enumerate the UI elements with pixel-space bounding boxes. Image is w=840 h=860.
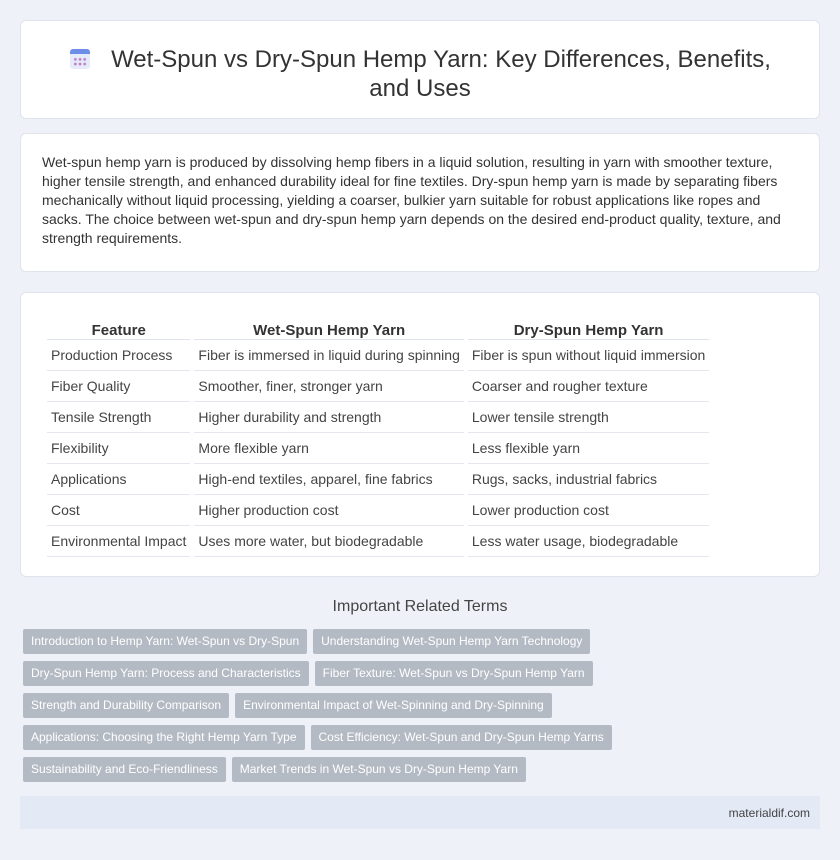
title-wrap (61, 45, 779, 103)
related-terms-tags (23, 629, 803, 789)
table-cell: Uses more water, but biodegradable (194, 526, 463, 557)
table-cell: Less flexible yarn (468, 433, 709, 464)
table-cell: Production Process (47, 340, 190, 371)
table-cell: Fiber is spun without liquid immersion (468, 340, 709, 371)
table-cell: Environmental Impact (47, 526, 190, 557)
comparison-card (20, 292, 820, 577)
header-wet-spun: Wet-Spun Hemp Yarn (194, 315, 463, 340)
table-cell: Lower tensile strength (468, 402, 709, 433)
title-card (20, 20, 820, 119)
related-term-tag[interactable]: Environmental Impact of Wet-Spinning and Dry-Spinning (235, 693, 552, 718)
table-cell: Flexibility (47, 433, 190, 464)
table-row (47, 433, 709, 464)
related-terms-title: Important Related Terms (332, 598, 508, 615)
related-term-tag[interactable]: Applications: Choosing the Right Hemp Yarn Type (23, 725, 305, 750)
page-title: Wet-Spun vs Dry-Spun Hemp Yarn: Key Differences, Benefits, and Uses (111, 46, 771, 102)
table-header-row (47, 315, 709, 340)
table-row (47, 526, 709, 557)
table-row (47, 464, 709, 495)
related-term-tag[interactable]: Dry-Spun Hemp Yarn: Process and Characteristics (23, 661, 309, 686)
footer (20, 796, 820, 829)
table-cell: Applications (47, 464, 190, 495)
table-cell: Tensile Strength (47, 402, 190, 433)
table-row (47, 371, 709, 402)
related-term-tag[interactable]: Cost Efficiency: Wet-Spun and Dry-Spun Hemp Yarns (311, 725, 612, 750)
calendar-icon (69, 47, 91, 69)
header-dry-spun: Dry-Spun Hemp Yarn (468, 315, 709, 340)
table-cell: Cost (47, 495, 190, 526)
table-cell: Fiber Quality (47, 371, 190, 402)
related-term-tag[interactable]: Market Trends in Wet-Spun vs Dry-Spun Hemp Yarn (232, 757, 526, 782)
table-row (47, 340, 709, 371)
table-row (47, 402, 709, 433)
related-term-tag[interactable]: Introduction to Hemp Yarn: Wet-Spun vs Dry-Spun (23, 629, 307, 654)
description-text: Wet-spun hemp yarn is produced by dissolving hemp fibers in a liquid solution, resulting in yarn with smoother texture, higher tensile strength, and enhanced durability ideal for fine textiles. Dry-spun hemp yarn is made by separating fibers mechanically without liquid processing, yielding a coarser, bulkier yarn suitable for robust applications like ropes and sacks. The choice between wet-spun and dry-spun hemp yarn depends on the desired end-product quality, texture, and strength requirements. (42, 154, 781, 246)
table-cell: More flexible yarn (194, 433, 463, 464)
description-card (20, 133, 820, 272)
related-term-tag[interactable]: Sustainability and Eco-Friendliness (23, 757, 226, 782)
table-cell: Rugs, sacks, industrial fabrics (468, 464, 709, 495)
table-cell: High-end textiles, apparel, fine fabrics (194, 464, 463, 495)
table-cell: Fiber is immersed in liquid during spinning (194, 340, 463, 371)
table-cell: Less water usage, biodegradable (468, 526, 709, 557)
comparison-table (43, 315, 713, 557)
table-cell: Lower production cost (468, 495, 709, 526)
table-cell: Higher durability and strength (194, 402, 463, 433)
header-feature: Feature (47, 315, 190, 340)
footer-site-link[interactable]: materialdif.com (728, 806, 810, 820)
table-cell: Smoother, finer, stronger yarn (194, 371, 463, 402)
table-row (47, 495, 709, 526)
related-term-tag[interactable]: Fiber Texture: Wet-Spun vs Dry-Spun Hemp Yarn (315, 661, 593, 686)
related-term-tag[interactable]: Strength and Durability Comparison (23, 693, 229, 718)
table-cell: Coarser and rougher texture (468, 371, 709, 402)
related-term-tag[interactable]: Understanding Wet-Spun Hemp Yarn Technology (313, 629, 590, 654)
table-cell: Higher production cost (194, 495, 463, 526)
